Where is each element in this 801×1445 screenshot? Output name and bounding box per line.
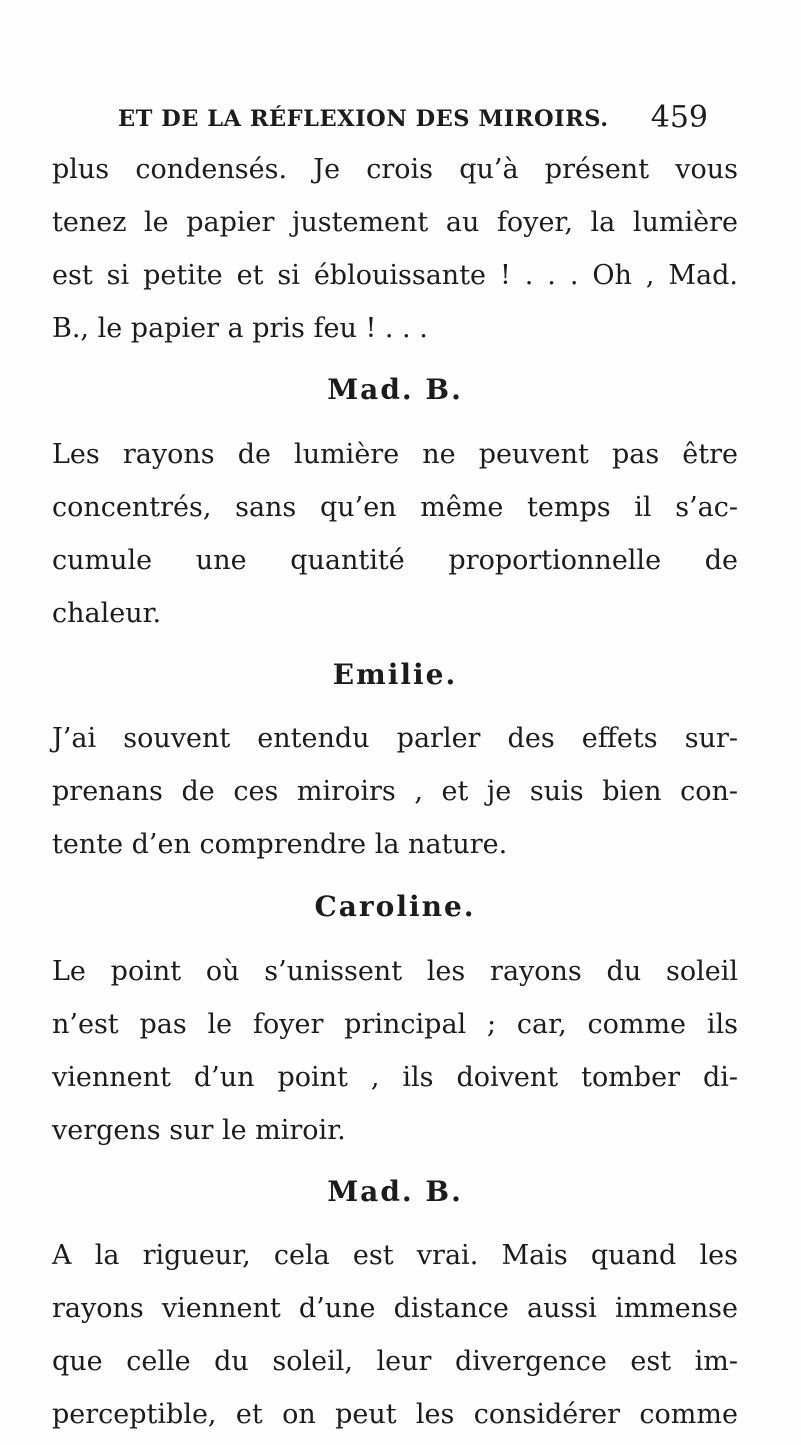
speaker-name: Mad. B. [327, 373, 463, 406]
text-line: que celle du soleil, leur divergence est im- [52, 1346, 738, 1377]
page-number: 459 [650, 100, 708, 135]
speaker-name: Mad. B. [327, 1175, 463, 1208]
text-line: J’ai souvent entendu parler des effets sur- [52, 723, 738, 754]
speaker-name: Caroline. [314, 890, 476, 923]
text-line: Les rayons de lumière ne peuvent pas être [52, 439, 738, 470]
text-line: tenez le papier justement au foyer, la lumière [52, 207, 738, 238]
text-line: B., le papier a pris feu ! . . . [52, 313, 428, 344]
text-line: n’est pas le foyer principal ; car, comme ils [52, 1009, 738, 1040]
page-header [118, 100, 708, 140]
text-line: Le point où s’unissent les rayons du soleil [52, 956, 738, 987]
text-line: A la rigueur, cela est vrai. Mais quand les [52, 1240, 738, 1271]
text-line: viennent d’un point , ils doivent tomber di- [52, 1062, 738, 1093]
text-line: prenans de ces miroirs , et je suis bien con- [52, 776, 738, 807]
text-line: concentrés, sans qu’en même temps il s’ac- [52, 492, 738, 523]
text-line: vergens sur le miroir. [52, 1115, 346, 1146]
text-line: est si petite et si éblouissante ! . . . Oh , Mad. [52, 260, 738, 291]
text-line: tente d’en comprendre la nature. [52, 829, 508, 860]
speaker-name: Emilie. [332, 658, 458, 691]
text-line: plus condensés. Je crois qu’à présent vous [52, 154, 738, 185]
text-line: cumule une quantité proportionnelle de [52, 545, 738, 576]
text-line: chaleur. [52, 598, 162, 629]
running-title: ET DE LA RÉFLEXION DES MIROIRS. [118, 106, 609, 132]
text-line: perceptible, et on peut les considérer comme [52, 1399, 738, 1430]
text-line: rayons viennent d’une distance aussi immense [52, 1293, 738, 1324]
